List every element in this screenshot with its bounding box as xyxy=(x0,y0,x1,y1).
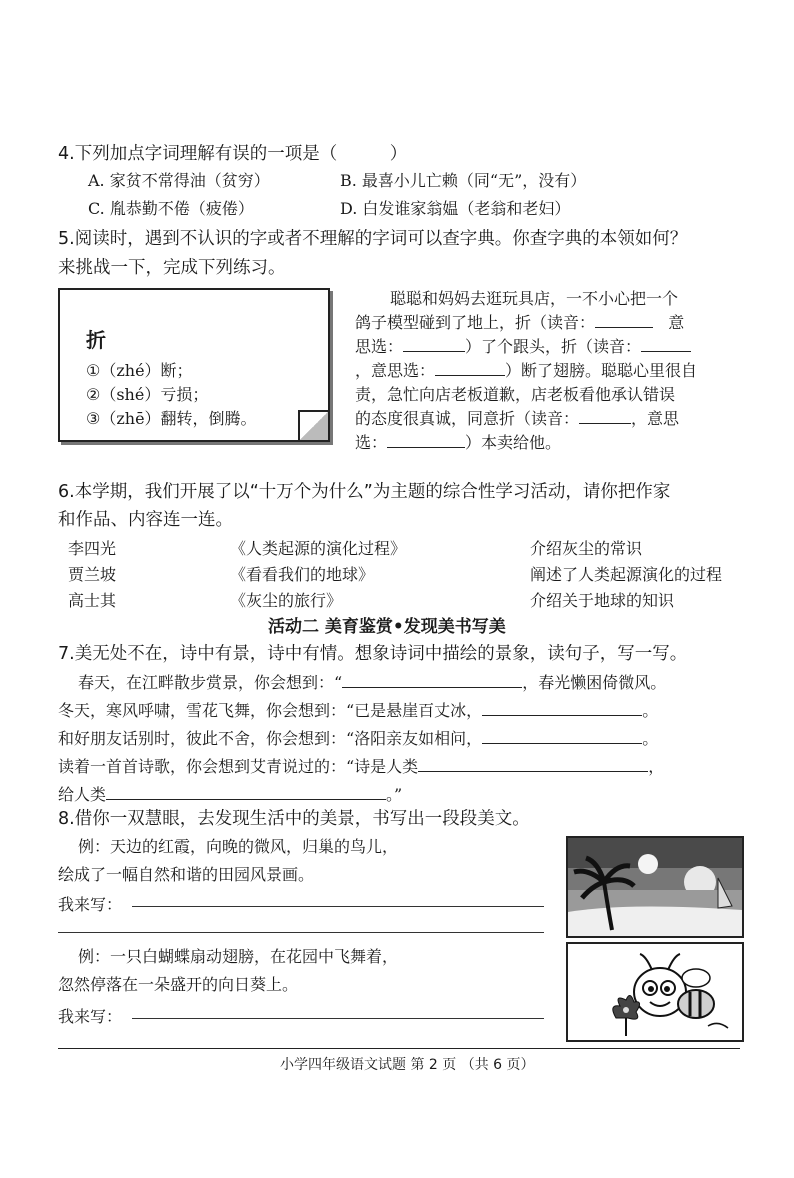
q8-example-2-line1: 例：一只白蝴蝶扇动翅膀，在花园中飞舞着， xyxy=(78,947,399,966)
reading-blank-3[interactable] xyxy=(579,409,631,424)
quote-blank-2[interactable] xyxy=(106,785,386,800)
content-item[interactable]: 阐述了人类起源演化的过程 xyxy=(530,565,723,584)
quote-blank-1[interactable] xyxy=(418,757,648,772)
q8-example-1-line1: 例：天边的红霞，向晚的微风，归巢的鸟儿， xyxy=(78,837,399,856)
dictionary-character: 折 xyxy=(86,328,106,352)
meaning-blank-2[interactable] xyxy=(435,361,505,376)
dictionary-def-3: ③（zhē）翻转，倒腾。 xyxy=(86,409,257,428)
author-item[interactable]: 李四光 xyxy=(68,539,117,558)
author-item[interactable]: 高士其 xyxy=(68,591,117,610)
passage-line-2: 鸽子模型碰到了地上，折（读音： 意 xyxy=(355,313,685,332)
poem-blank-2[interactable] xyxy=(482,701,642,716)
content-item[interactable]: 介绍灰尘的常识 xyxy=(530,539,643,558)
poem-blank-3[interactable] xyxy=(482,729,642,744)
reading-blank-1[interactable] xyxy=(595,313,653,328)
passage-line-1: 聪聪和妈妈去逛玩具店，一不小心把一个 xyxy=(390,289,679,308)
work-item[interactable]: 《灰尘的旅行》 xyxy=(230,591,343,610)
writing-line[interactable] xyxy=(58,932,544,933)
passage-line-6: 的态度很真诚，同意折（读音： ，意思 xyxy=(355,409,680,428)
q7-line-2: 冬天，寒风呼啸，雪花飞舞，你会想到：“已是悬崖百丈冰， 。 xyxy=(58,701,659,720)
footer-rule xyxy=(58,1048,740,1049)
q8-stem: 8.借你一双慧眼，去发现生活中的美景，书写出一段段美文。 xyxy=(58,809,530,829)
passage-line-3: 思选： ）了个跟头，折（读音： xyxy=(355,334,691,357)
dictionary-def-1: ①（zhé）断； xyxy=(86,361,193,380)
q6-stem-line2: 和作品、内容连一连。 xyxy=(58,510,233,530)
q5-stem-line1: 5.阅读时，遇到不认识的字或者不理解的字词可以查字典。你查字典的本领如何？ xyxy=(58,229,688,249)
passage-line-4: ，意思选： ）断了翅膀。聪聪心里很自 xyxy=(355,361,698,380)
writing-line[interactable] xyxy=(132,1018,544,1019)
q7-line-3: 和好朋友话别时，彼此不舍，你会想到：“洛阳亲友如相问， 。 xyxy=(58,729,659,748)
q7-line-4: 读着一首首诗歌，你会想到艾青说过的：“诗是人类 ， xyxy=(58,757,665,776)
write-label: 我来写： xyxy=(58,895,123,914)
q4-option-d: D. 白发谁家翁媪（老翁和老妇） xyxy=(340,199,571,218)
q7-line-1: 春天，在江畔散步赏景，你会想到：“ ，春光懒困倚微风。 xyxy=(78,673,667,692)
q5-stem-line2: 来挑战一下，完成下列练习。 xyxy=(58,258,286,278)
author-item[interactable]: 贾兰坡 xyxy=(68,565,117,584)
page-footer: 小学四年级语文试题 第 2 页 （共 6 页） xyxy=(280,1057,535,1073)
bee-cartoon-illustration xyxy=(566,942,744,1042)
passage-line-7: 选： ）本卖给他。 xyxy=(355,433,562,452)
dictionary-def-2: ②（shé）亏损； xyxy=(86,385,209,404)
write-label: 我来写： xyxy=(58,1007,123,1026)
q7-line-5: 给人类 。” xyxy=(58,785,403,804)
poem-blank-1[interactable] xyxy=(342,673,522,688)
writing-line[interactable] xyxy=(132,906,544,907)
page-curl-decoration xyxy=(298,410,328,440)
beach-sunset-illustration xyxy=(566,836,744,938)
work-item[interactable]: 《人类起源的演化过程》 xyxy=(230,539,407,558)
section-title: 活动二 美育鉴赏•发现美书写美 xyxy=(268,617,506,637)
passage-line-5: 责，急忙向店老板道歉，店老板看他承认错误 xyxy=(355,385,676,404)
q4-option-b: B. 最喜小儿亡赖（同“无”，没有） xyxy=(340,171,587,190)
q4-option-c: C. 胤恭勤不倦（疲倦） xyxy=(88,199,254,218)
reading-blank-2[interactable] xyxy=(641,337,691,352)
work-item[interactable]: 《看看我们的地球》 xyxy=(230,565,375,584)
meaning-blank-1[interactable] xyxy=(403,337,465,352)
q4-stem: 4.下列加点字词理解有误的一项是（ ） xyxy=(58,144,408,164)
meaning-blank-3[interactable] xyxy=(387,433,465,448)
q4-option-a: A. 家贫不常得油（贫穷） xyxy=(88,171,270,190)
content-item[interactable]: 介绍关于地球的知识 xyxy=(530,591,675,610)
q6-stem-line1: 6.本学期，我们开展了以“十万个为什么”为主题的综合性学习活动，请你把作家 xyxy=(58,482,671,502)
dictionary-card xyxy=(58,288,330,442)
q8-example-2-line2: 忽然停落在一朵盛开的向日葵上。 xyxy=(58,975,299,994)
q7-stem: 7.美无处不在，诗中有景，诗中有情。想象诗词中描绘的景象，读句子，写一写。 xyxy=(58,644,688,664)
q8-example-1-line2: 绘成了一幅自然和谐的田园风景画。 xyxy=(58,865,315,884)
